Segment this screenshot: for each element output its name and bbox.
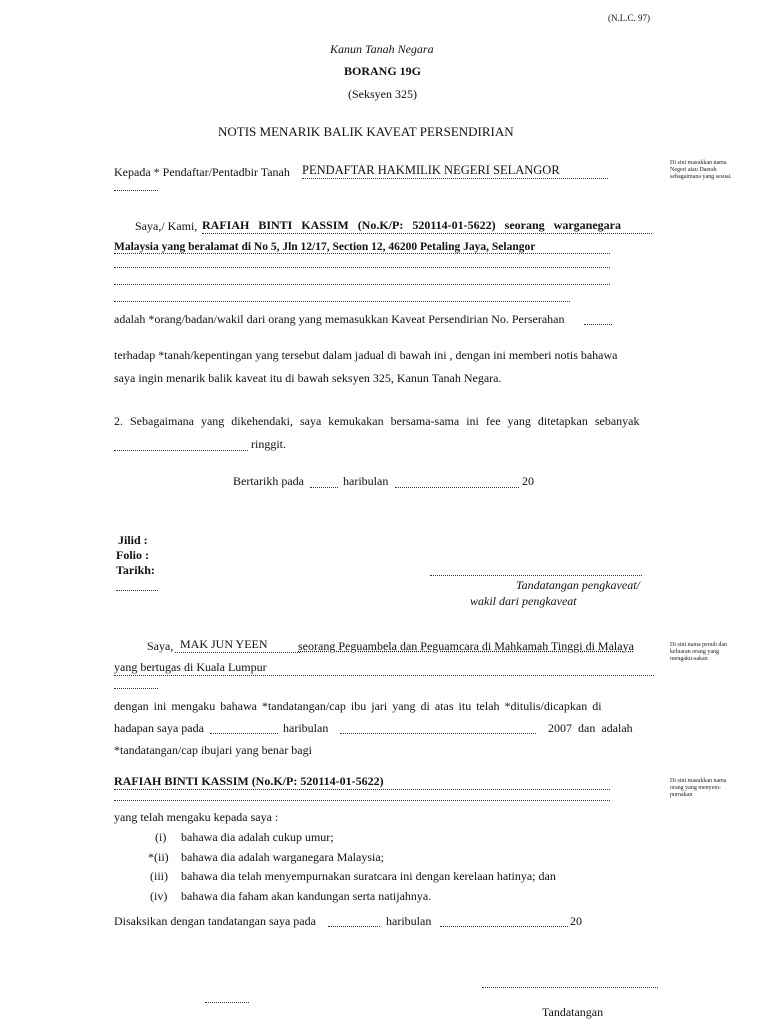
fee-ringgit: ringgit. xyxy=(251,437,286,451)
attestor-location: yang bertugas di Kuala Lumpur xyxy=(114,660,654,676)
margin-note-3: Di sini masukkan nama orang yang menyem-purnakan xyxy=(670,778,727,798)
addressee-label: Kepada * Pendaftar/Pentadbir Tanah xyxy=(114,165,290,179)
dated-day-dots xyxy=(310,487,338,488)
item-3-num: (iii) xyxy=(150,869,168,883)
item-4-num: (iv) xyxy=(150,889,168,903)
witness-year: 20 xyxy=(570,914,582,928)
dated-month-dots xyxy=(395,487,519,488)
fee-amount-dots xyxy=(114,450,248,451)
item-1-text: bahawa dia adalah cukup umur; xyxy=(181,830,334,844)
before-year: 2007 dan adalah xyxy=(548,721,633,735)
location-dots xyxy=(114,688,158,689)
page-title: NOTIS MENARIK BALIK KAVEAT PERSENDIRIAN xyxy=(218,124,514,139)
form-number: BORANG 19G xyxy=(344,64,422,78)
dated-year: 20 xyxy=(522,474,534,488)
true-signature: *tandatangan/cap ibujari yang benar bagi xyxy=(114,743,312,757)
fee-line: 2. Sebagaimana yang dikehendaki, saya kemukakan bersama-sama ini fee yang ditetapkan sebanyak xyxy=(114,414,640,428)
signature2-label: Tandatangan xyxy=(542,1005,604,1019)
before-middle: haribulan xyxy=(283,721,329,735)
jilid-label: Jilid : xyxy=(118,533,148,547)
item-2-num: *(ii) xyxy=(148,850,169,864)
folio-label: Folio : xyxy=(116,548,149,562)
act-name: Kanun Tanah Negara xyxy=(330,42,434,56)
party-name: RAFIAH BINTI KASSIM (No.K/P: 520114-01-5622) xyxy=(114,774,610,790)
before-prefix: hadapan saya pada xyxy=(114,721,204,735)
role-text: adalah *orang/badan/wakil dari orang yang memasukkan Kaveat Persendirian No. Perserahan xyxy=(114,312,565,326)
item-3-text: bahawa dia telah menyempurnakan suratcara ini dengan kerelaan hatinya; dan xyxy=(181,869,556,883)
applicant-prefix: Saya,/ Kami, xyxy=(135,219,198,233)
registry-dots xyxy=(116,590,158,591)
seal-dots xyxy=(205,1002,249,1003)
margin-note-2: Di sini nama penuh dan keluaran orang yang mengaku-sakan xyxy=(670,642,727,662)
notice-line-1: terhadap *tanah/kepentingan yang tersebut dalam jadual di bawah ini , dengan ini memberi notis bahawa xyxy=(114,348,618,362)
party-dots xyxy=(114,800,610,801)
section-ref: (Seksyen 325) xyxy=(348,87,417,101)
confirm-line: dengan ini mengaku bahawa *tandatangan/cap ibu jari yang di atas itu telah *ditulis/dicapkan di xyxy=(114,699,602,713)
witness-month-dots xyxy=(440,926,568,927)
address-dots-2 xyxy=(114,284,610,285)
applicant-address-line: Malaysia yang beralamat di No 5, Jln 12/17, Section 12, 46200 Petaling Jaya, Selangor xyxy=(114,241,610,254)
before-month-dots xyxy=(340,733,536,734)
address-dots-3 xyxy=(114,301,570,302)
witness-prefix: Disaksikan dengan tandatangan saya pada xyxy=(114,914,316,928)
attestor-name: MAK JUN YEEN xyxy=(175,637,300,653)
signature2-line xyxy=(482,987,658,988)
margin-note-1: Di sini masukkan nama Negeri atau Daerah sebagaimana yang sesuai. xyxy=(670,160,732,180)
signature1-line xyxy=(430,575,642,576)
attestor-role: seorang Peguambela dan Peguamcara di Mahkamah Tinggi di Malaya xyxy=(298,639,634,653)
item-1-num: (i) xyxy=(155,830,167,844)
dated-middle: haribulan xyxy=(343,474,389,488)
dated-prefix: Bertarikh pada xyxy=(233,474,304,488)
witness-day-dots xyxy=(328,926,380,927)
witness-middle: haribulan xyxy=(386,914,432,928)
signature1-line2: wakil dari pengkaveat xyxy=(470,594,577,608)
item-4-text: bahawa dia faham akan kandungan serta natijahnya. xyxy=(181,889,432,903)
perserahan-dots xyxy=(584,324,612,325)
addressee-value: PENDAFTAR HAKMILIK NEGERI SELANGOR xyxy=(302,163,608,179)
tarikh-label: Tarikh: xyxy=(116,563,155,577)
form-code: (N.L.C. 97) xyxy=(608,13,650,23)
address-dots-1 xyxy=(114,267,610,268)
before-day-dots xyxy=(210,733,278,734)
applicant-name-line: RAFIAH BINTI KASSIM (No.K/P: 520114-01-5622) seorang warganegara xyxy=(202,218,652,234)
notice-line-2: saya ingin menarik balik kaveat itu di bawah seksyen 325, Kanun Tanah Negara. xyxy=(114,371,502,385)
addressee-dots xyxy=(114,190,158,191)
declares-text: yang telah mengaku kepada saya : xyxy=(114,810,279,824)
attest-saya: Saya, xyxy=(147,639,174,653)
item-2-text: bahawa dia adalah warganegara Malaysia; xyxy=(181,850,385,864)
signature1-line1: Tandatangan pengkaveat/ xyxy=(516,578,640,592)
